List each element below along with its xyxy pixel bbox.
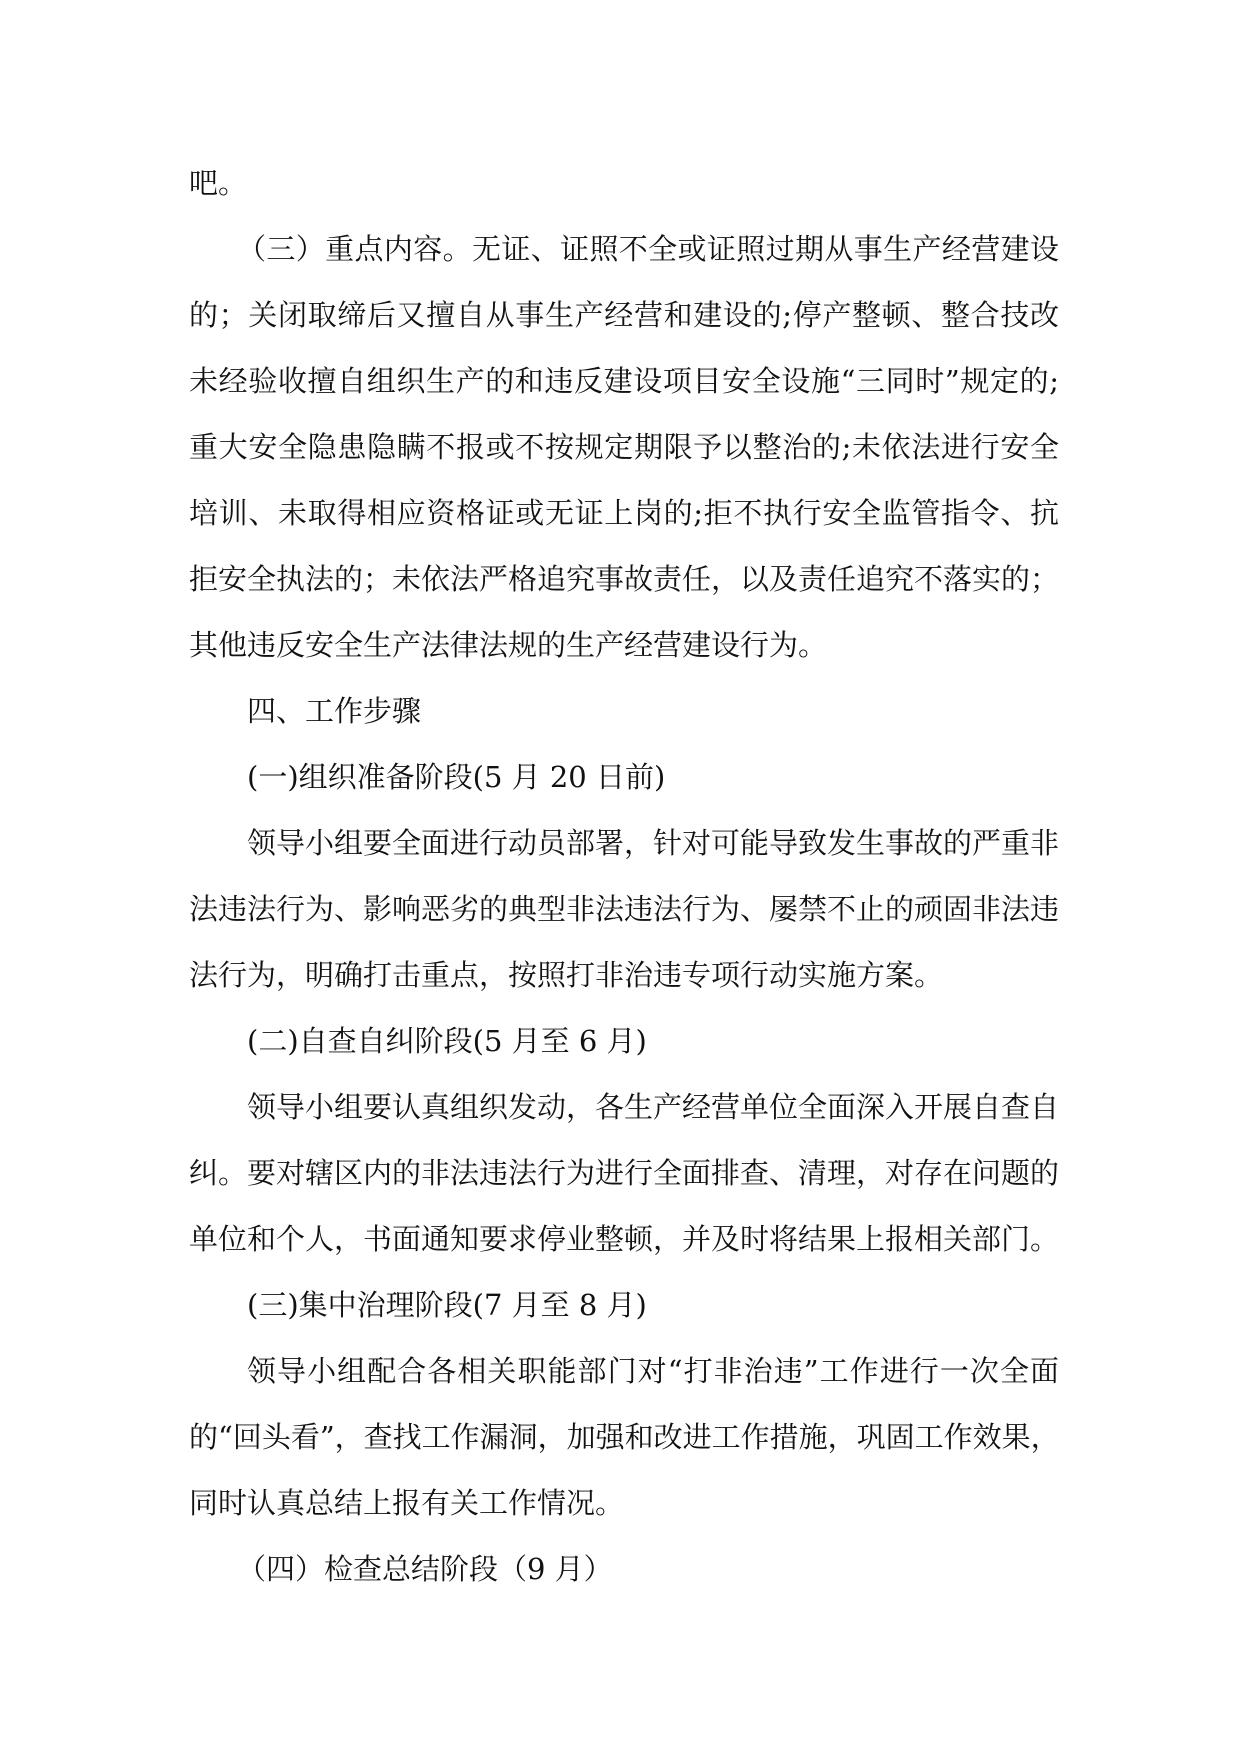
text-line: 的；关闭取缔后又擅自从事生产经营和建设的;停产整顿、整合技改 [189,298,1059,332]
text-line: 纠。要对辖区内的非法违法行为进行全面排查、清理，对存在问题的 [189,1156,1060,1190]
text-line: 的“回头看”，查找工作漏洞，加强和改进工作措施，巩固工作效果， [189,1420,1060,1454]
text-line: 吧。 [189,166,248,200]
text-line: 领导小组要认真组织发动，各生产经营单位全面深入开展自查自 [247,1090,1060,1124]
text-line: 领导小组配合各相关职能部门对“打非治违”工作进行一次全面 [247,1354,1059,1388]
subsection-heading: (三)集中治理阶段(7 月至 8 月) [247,1288,647,1322]
subsection-heading: (一)组织准备阶段(5 月 20 日前) [247,760,666,794]
text-line: 未经验收擅自组织生产的和违反建设项目安全设施“三同时”规定的; [189,364,1059,398]
text-line: 领导小组要全面进行动员部署，针对可能导致发生事故的严重非 [247,826,1060,860]
subsection-heading: （四）检查总结阶段（9 月） [237,1552,613,1586]
text-line: 法行为，明确打击重点，按照打非治违专项行动实施方案。 [189,958,944,992]
text-line: 法违法行为、影响恶劣的典型非法违法行为、屡禁不止的顽固非法违 [189,892,1060,926]
text-line: 单位和个人，书面通知要求停业整顿，并及时将结果上报相关部门。 [189,1222,1060,1256]
text-line: 同时认真总结上报有关工作情况。 [189,1486,625,1520]
text-line: （三）重点内容。无证、证照不全或证照过期从事生产经营建设 [237,232,1059,266]
text-line: 其他违反安全生产法律法规的生产经营建设行为。 [189,628,828,662]
document-body [189,150,1059,1602]
text-line: 培训、未取得相应资格证或无证上岗的;拒不执行安全监管指令、抗 [189,496,1059,530]
subsection-heading: (二)自查自纠阶段(5 月至 6 月) [247,1024,647,1058]
section-heading: 四、工作步骤 [247,694,422,728]
text-line: 重大安全隐患隐瞒不报或不按规定期限予以整治的;未依法进行安全 [189,430,1059,464]
text-line: 拒安全执法的；未依法严格追究事故责任，以及责任追究不落实的； [189,562,1060,596]
